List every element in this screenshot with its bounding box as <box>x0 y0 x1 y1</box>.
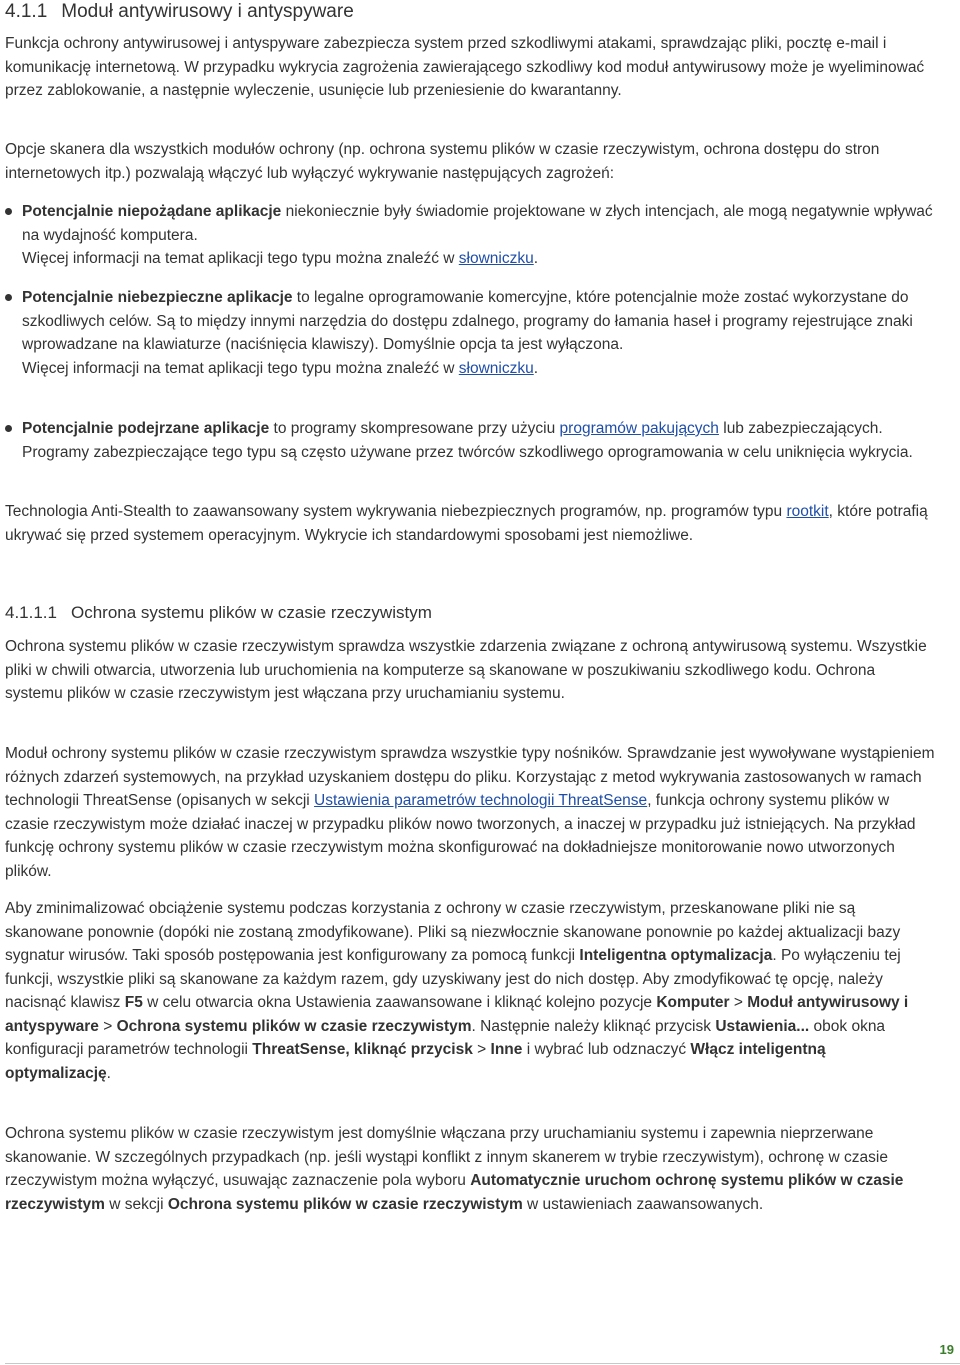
rootkit-link[interactable]: rootkit <box>786 503 829 520</box>
bullet-dot <box>5 425 12 432</box>
realtime-paragraph-1: Ochrona systemu plików w czasie rzeczywistym sprawdza wszystkie zdarzenia związane z ochroną antywirusową systemu. Wszystkie pliki w chwili otwarcia, utworzenia lub uruchomienia na komputerze są skanowane w poszukiwaniu szkodliwego kodu. Ochrona systemu plików w czasie rzeczywistym jest włączana przy uruchamianiu systemu. <box>5 638 927 702</box>
realtime-paragraph-2: Moduł ochrony systemu plików w czasie rzeczywistym sprawdza wszystkie typy nośników. Sprawdzanie jest wywoływane wystąpieniem różnych zdarzeń systemowych, na przykład uzyskaniem dostępu do pliku. Korzystając z metod wykrywania zastosowanych w ramach technologii ThreatSense (opisanych w sekcji Ustawienia parametrów technologii ThreatSense, funkcja ochrony systemu plików w czasie rzeczywistym może działać inaczej w przypadku plików nowo tworzonych, a inaczej w przypadku już istniejących. Na przykład funkcję ochrony systemu plików w czasie rzeczywistym można skonfigurować na dokładniejsze monitorowanie nowo utworzonych plików. <box>5 745 935 880</box>
bullet-dot <box>5 294 12 301</box>
section-heading <box>5 1 354 23</box>
bullet-unsafe-apps <box>5 286 935 380</box>
bullet-dot <box>5 208 12 215</box>
realtime-paragraph-4: Ochrona systemu plików w czasie rzeczywistym jest domyślnie włączana przy uruchamianiu systemu i zapewnia nieprzerwane skanowanie. W szczególnych przypadkach (np. jeśli wystąpi konflikt z innym skanerem w trybie rzeczywistym), ochronę w czasie rzeczywistym można wyłączyć, usuwając zaznaczenie pola wyboru Automatycznie uruchom ochronę systemu plików w czasie rzeczywistym w sekcji Ochrona systemu plików w czasie rzeczywistym w ustawieniach zaawansowanych. <box>5 1125 904 1213</box>
bullet-term: Potencjalnie niepożądane aplikacje <box>22 203 282 220</box>
bullet-text: Potencjalnie niepożądane aplikacje niekoniecznie były świadomie projektowane w złych intencjach, ale mogą negatywnie wpływać na wydajność komputera. Więcej informacji na temat aplikacji tego typu można znaleźć w słowniczku. <box>22 203 933 267</box>
packers-link[interactable]: programów pakujących <box>559 420 719 437</box>
bullet-text: Potencjalnie niebezpieczne aplikacje to legalne oprogramowanie komercyjne, które potencjalnie może zostać wykorzystane do szkodliwych celów. Są to między innymi narzędzia do dostępu zdalnego, programy do łamania haseł i programy rejestrujące znaki wprowadzane na klawiaturze (naciśnięcia klawiszy). Domyślnie opcja ta jest wyłączona. Więcej informacji na temat aplikacji tego typu można znaleźć w słowniczku. <box>22 289 913 377</box>
bullet-term: Potencjalnie niebezpieczne aplikacje <box>22 289 293 306</box>
bullet-term: Potencjalnie podejrzane aplikacje <box>22 420 270 437</box>
glossary-link[interactable]: słowniczku <box>458 250 534 267</box>
bullet-text: Potencjalnie podejrzane aplikacje to programy skompresowane przy użyciu programów pakujących lub zabezpieczających. Programy zabezpieczające tego typu są często używane przez twórców szkodliwego oprogramowania w celu uniknięcia wykrycia. <box>22 420 913 461</box>
threatsense-settings-link[interactable]: Ustawienia parametrów technologii ThreatSense <box>314 792 648 809</box>
subsection-heading <box>5 603 432 623</box>
bullet-suspicious-apps <box>5 417 935 464</box>
glossary-link[interactable]: słowniczku <box>458 359 534 377</box>
page-number: 19 <box>939 1342 954 1357</box>
realtime-paragraph-3: Aby zminimalizować obciążenie systemu podczas korzystania z ochrony w czasie rzeczywistym, przeskanowane pliki nie są skanowane ponownie (dopóki nie zostaną zmodyfikowane). Pliki są niezwłocznie skanowane ponownie po każdej aktualizacji bazy sygnatur wirusów. Taki sposób postępowania jest konfigurowany za pomocą funkcji Inteligentna optymalizacja. Po wyłączeniu tej funkcji, wszystkie pliki są skanowane za każdym razem, gdy uzyskiwany jest do nich dostęp. Aby zmodyfikować tę opcję, należy nacisnąć klawisz F5 w celu otwarcia okna Ustawienia zaawansowane i kliknąć kolejno pozycje Komputer > Moduł antywirusowy i antyspyware > Ochrona systemu plików w czasie rzeczywistym. Następnie należy kliknąć przycisk Ustawienia... obok okna konfiguracji parametrów technologii ThreatSense, kliknąć przycisk > Inne i wybrać lub odznaczyć Włącz inteligentną optymalizację. <box>5 900 909 1082</box>
bullet-unwanted-apps <box>5 200 935 271</box>
section-number: 4.1.1 <box>5 1 48 22</box>
options-intro-paragraph: Opcje skanera dla wszystkich modułów ochrony (np. ochrona systemu plików w czasie rzeczywistym, ochrona dostępu do stron internetowych itp.) pozwalają włączyć lub wyłączyć wykrywanie następujących zagrożeń: <box>5 141 880 182</box>
footer-divider <box>5 1363 960 1364</box>
antistealth-paragraph: Technologia Anti-Stealth to zaawansowany system wykrywania niebezpiecznych programów, np. programów typu rootkit, które potrafią ukrywać się przed systemem operacyjnym. Wykrycie ich standardowymi sposobami jest niemożliwe. <box>5 503 928 544</box>
section-title: Moduł antywirusowy i antyspyware <box>61 1 354 22</box>
subsection-title: Ochrona systemu plików w czasie rzeczywistym <box>71 603 432 622</box>
intro-paragraph: Funkcja ochrony antywirusowej i antyspyware zabezpiecza system przed szkodliwymi atakami, sprawdzając pliki, pocztę e-mail i komunikację internetową. W przypadku wykrycia zagrożenia zawierającego szkodliwy kod moduł antywirusowy może je wyeliminować przez zablokowanie, a następnie wyleczenie, usunięcie lub przeniesienie do kwarantanny. <box>5 35 925 99</box>
subsection-number: 4.1.1.1 <box>5 603 57 622</box>
